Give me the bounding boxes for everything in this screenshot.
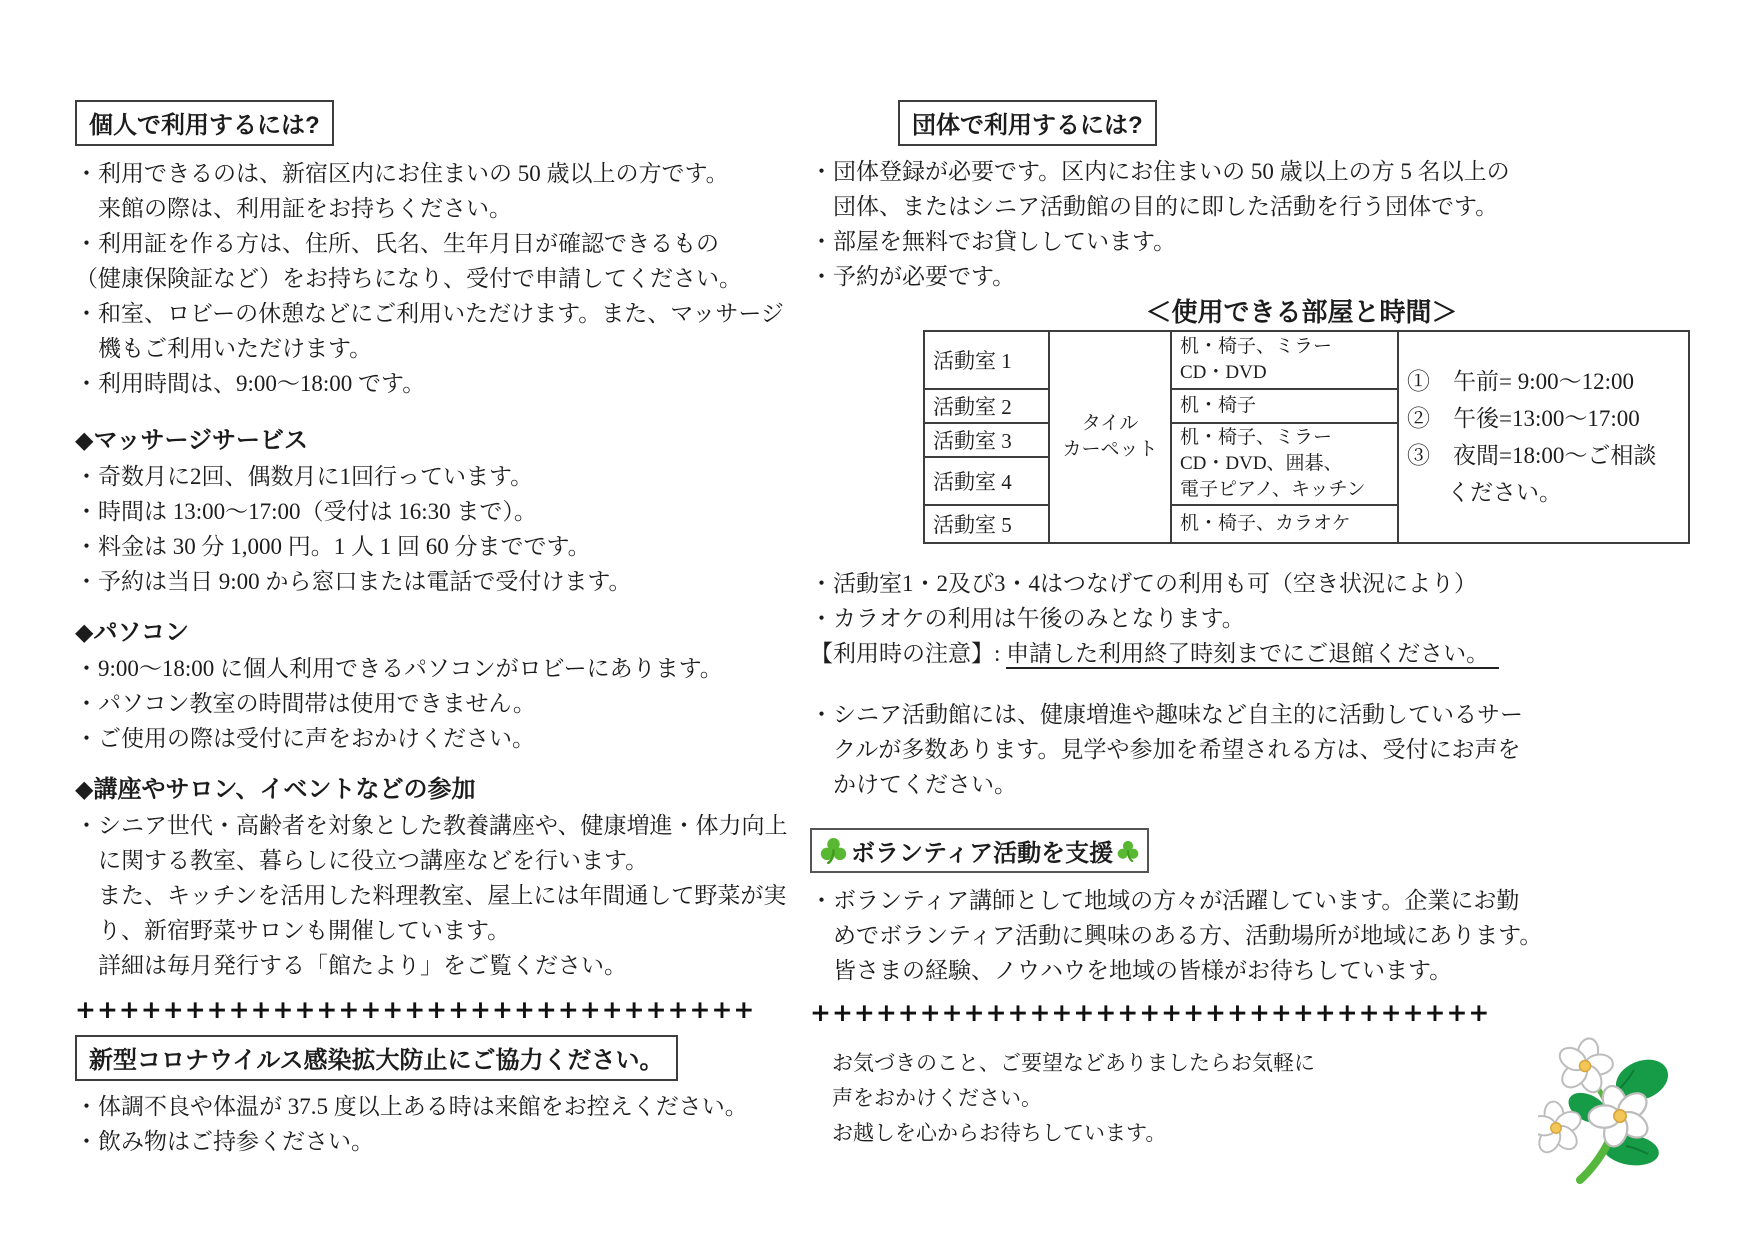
circle-section — [810, 697, 1720, 802]
bullet-line: ・利用証を作る方は、住所、氏名、生年月日が確認できるもの — [75, 231, 719, 256]
plus-divider: +++++++++++++++++++++++++++++++ — [75, 995, 756, 1024]
bullet-line: ・利用時間は、9:00～18:00 です。 — [75, 371, 426, 396]
equipment-cell-room5: 机・椅子、カラオケ — [1171, 505, 1398, 543]
bullet-line: ・活動室1・2及び3・4はつなげての利用も可（空き状況により） — [810, 571, 1477, 596]
equipment-line: CD・DVD — [1180, 362, 1267, 383]
individual-use-section — [75, 156, 815, 401]
bullet-line: ・カラオケの利用は午後のみとなります。 — [810, 606, 1245, 631]
corona-header: 新型コロナウイルス感染拡大防止にご協力ください。 — [89, 1047, 664, 1074]
room-cell: 活動室 2 — [924, 389, 1049, 423]
equipment-line: 電子ピアノ、キッチン — [1180, 479, 1366, 500]
bullet-line: ・パソコン教室の時間帯は使用できません。 — [75, 691, 536, 716]
bullet-line: ・ボランティア講師として地域の方々が活躍しています。企業にお勤 — [810, 888, 1520, 913]
bullet-line: かけてください。 — [810, 772, 1017, 797]
closing-line: 声をおかけください。 — [832, 1086, 1042, 1110]
equipment-cell-room1 — [1171, 331, 1398, 389]
bullet-line: ・時間は 13:00～17:00（受付は 16:30 まで）。 — [75, 499, 537, 524]
equipment-line: CD・DVD、囲碁、 — [1180, 453, 1343, 474]
caution-underlined-text: 申請した利用終了時刻までにご退館ください。 — [1006, 641, 1499, 669]
rooms-table — [923, 330, 1690, 544]
clover-icon — [820, 837, 847, 864]
bullet-line: ・利用できるのは、新宿区内にお住まいの 50 歳以上の方です。 — [75, 161, 729, 186]
floor-line: カーペット — [1062, 439, 1158, 460]
volunteer-header: ボランティア活動を支援 — [851, 840, 1114, 867]
room-cell: 活動室 1 — [924, 331, 1049, 389]
bullet-line: ・ご使用の際は受付に声をおかけください。 — [75, 726, 535, 751]
bullet-line: ・9:00～18:00 に個人利用できるパソコンがロビーにあります。 — [75, 656, 723, 681]
individual-use-header: 個人で利用するには? — [89, 112, 320, 139]
pc-section-title: ◆パソコン — [75, 619, 189, 646]
equipment-cell-room2: 机・椅子 — [1171, 389, 1398, 423]
corona-header-box — [75, 1035, 678, 1081]
bullet-line: ・予約は当日 9:00 から窓口または電話で受付けます。 — [75, 569, 632, 594]
bullet-line: 団体、またはシニア活動館の目的に即した活動を行う団体です。 — [810, 194, 1499, 219]
bullet-line: 来館の際は、利用証をお持ちください。 — [75, 196, 512, 221]
bullet-line: （健康保険証など）をお持ちになり、受付で申請してください。 — [75, 266, 742, 291]
massage-section — [75, 423, 815, 599]
bullet-line: 詳細は毎月発行する「館たより」をご覧ください。 — [75, 953, 627, 978]
rooms-table-title: ＜使用できる部屋と時間＞ — [1145, 297, 1458, 327]
flower-illustration — [1538, 1028, 1690, 1188]
group-use-section — [810, 154, 1720, 294]
bullet-line: ・シニア活動館には、健康増進や趣味など自主的に活動しているサー — [810, 702, 1523, 727]
bullet-line: ・料金は 30 分 1,000 円。1 人 1 回 60 分までです。 — [75, 534, 591, 559]
bullet-line: ・予約が必要です。 — [810, 264, 1016, 289]
equipment-line: 机・椅子、ミラー — [1180, 427, 1333, 448]
times-line: ください。 — [1447, 480, 1562, 505]
floor-cell — [1049, 331, 1171, 543]
room-cell: 活動室 5 — [924, 505, 1049, 543]
times-cell — [1398, 331, 1689, 543]
bullet-line: クルが多数あります。見学や参加を希望される方は、受付にお声を — [810, 737, 1521, 762]
closing-line: お越しを心からお待ちしています。 — [832, 1121, 1167, 1145]
individual-use-header-box — [75, 100, 334, 146]
bullet-line: ・部屋を無料でお貸ししています。 — [810, 229, 1177, 254]
right-column — [810, 100, 1720, 1151]
times-line: ③ 夜間=18:00～ご相談 — [1407, 443, 1657, 468]
plus-divider: +++++++++++++++++++++++++++++++ — [810, 998, 1491, 1027]
volunteer-section — [810, 828, 1720, 988]
bullet-line: ・体調不良や体温が 37.5 度以上ある時は来館をお控えください。 — [75, 1094, 748, 1119]
massage-section-title: ◆マッサージサービス — [75, 427, 309, 454]
clover-icon — [1117, 840, 1139, 862]
course-section — [75, 772, 815, 983]
table-notes — [810, 566, 1720, 671]
equipment-cell-room34 — [1171, 423, 1398, 505]
times-line: ① 午前= 9:00～12:00 — [1407, 369, 1635, 394]
times-line: ② 午後=13:00～17:00 — [1407, 406, 1640, 431]
bullet-line: ・団体登録が必要です。区内にお住まいの 50 歳以上の方 5 名以上の — [810, 159, 1510, 184]
caution-note — [810, 636, 1720, 671]
bullet-line: ・シニア世代・高齢者を対象とした教養講座や、健康増進・体力向上 — [75, 813, 788, 838]
corona-section — [75, 1035, 815, 1159]
room-cell: 活動室 3 — [924, 423, 1049, 457]
bullet-line: また、キッチンを活用した料理教室、屋上には年間通して野菜が実 — [75, 883, 787, 908]
bullet-line: 機もご利用いただけます。 — [75, 336, 373, 361]
bullet-line: 皆さまの経験、ノウハウを地域の皆様がお待ちしています。 — [810, 958, 1453, 983]
volunteer-header-box — [810, 828, 1149, 873]
bullet-line: ・和室、ロビーの休憩などにご利用いただけます。また、マッサージ — [75, 301, 784, 326]
floor-line: タイル — [1081, 413, 1139, 434]
bullet-line: に関する教室、暮らしに役立つ講座などを行います。 — [75, 848, 649, 873]
bullet-line: ・奇数月に2回、偶数月に1回行っています。 — [75, 464, 534, 489]
group-use-header-box — [898, 100, 1157, 146]
closing-line: お気づきのこと、ご要望などありましたらお気軽に — [832, 1051, 1315, 1075]
equipment-line: 机・椅子、ミラー — [1180, 336, 1333, 357]
bullet-line: ・飲み物はご持参ください。 — [75, 1129, 374, 1154]
pc-section — [75, 615, 815, 756]
left-column — [75, 100, 815, 1159]
course-section-title: ◆講座やサロン、イベントなどの参加 — [75, 776, 476, 803]
room-cell: 活動室 4 — [924, 457, 1049, 505]
caution-prefix: 【利用時の注意】: — [810, 641, 1007, 666]
bullet-line: り、新宿野菜サロンも開催しています。 — [75, 918, 511, 943]
group-use-header: 団体で利用するには? — [912, 112, 1143, 139]
bullet-line: めでボランティア活動に興味のある方、活動場所が地域にあります。 — [810, 923, 1543, 948]
